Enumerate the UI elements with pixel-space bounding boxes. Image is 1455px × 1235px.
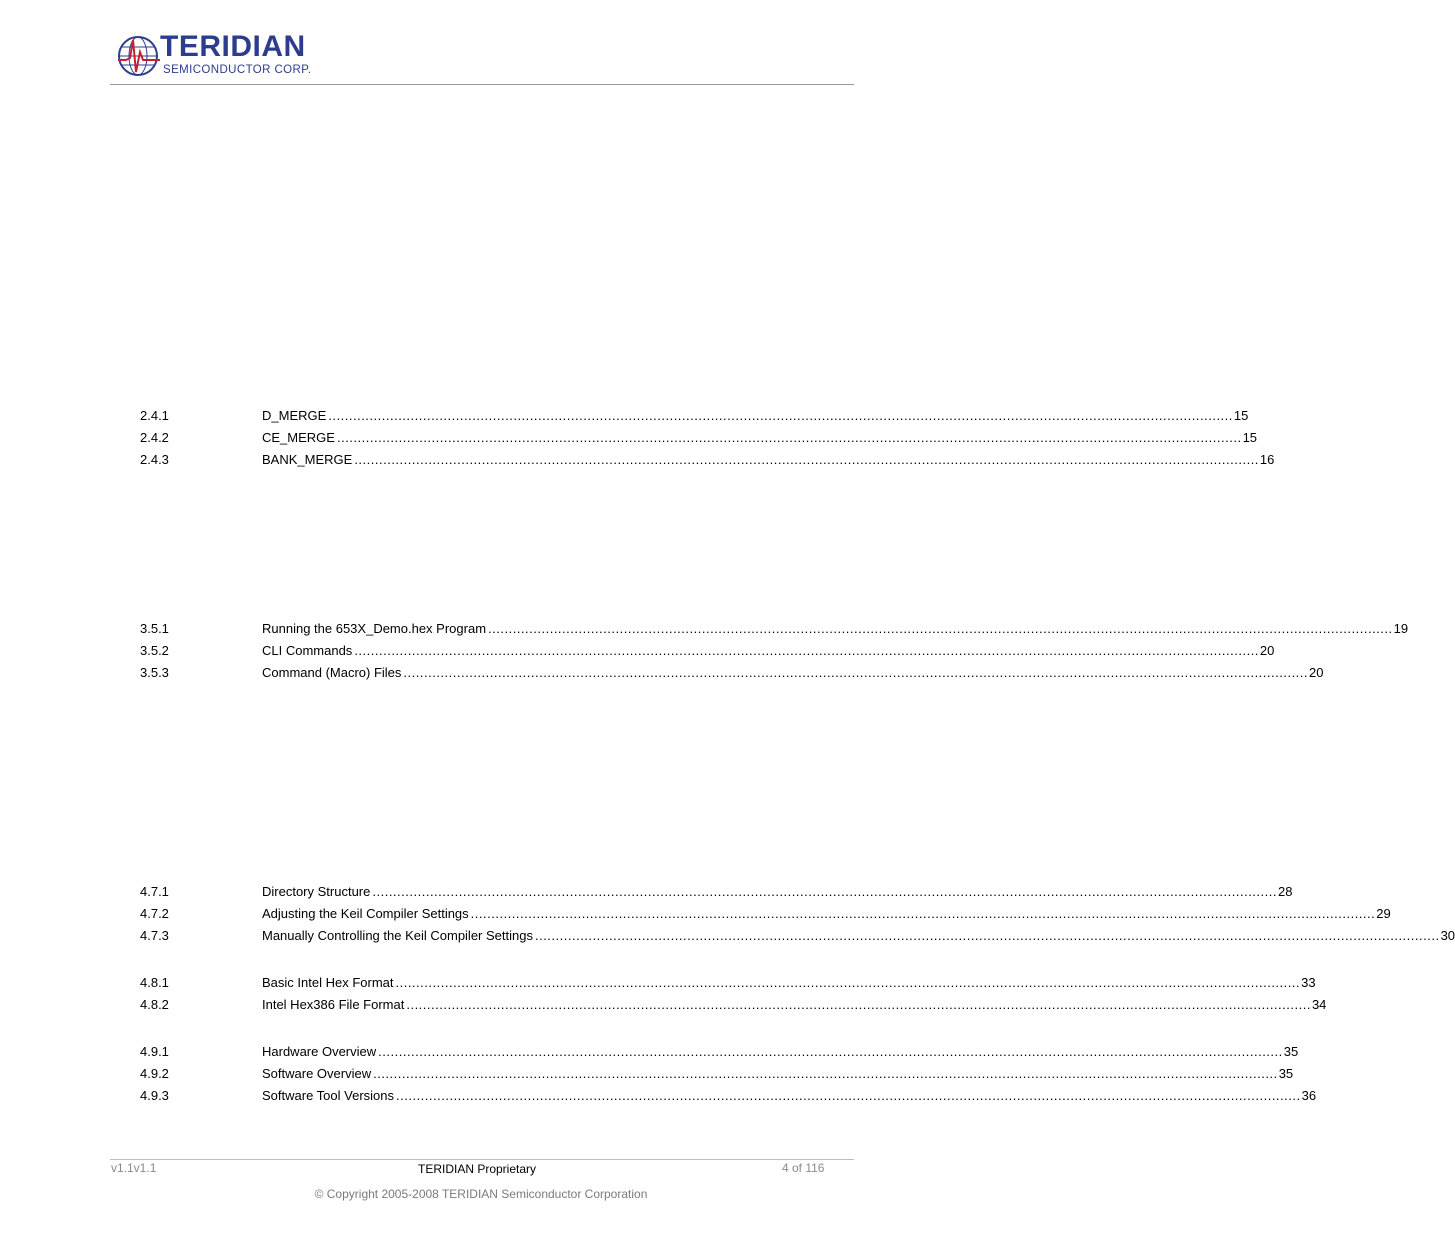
toc-entry[interactable] xyxy=(140,1065,1294,1083)
toc-section-title: Running the 653X_Demo.hex Program xyxy=(262,621,487,636)
toc-entry[interactable] xyxy=(140,974,1316,992)
toc-page-number: 29 xyxy=(1376,906,1391,922)
toc-page-number: 28 xyxy=(1277,884,1293,899)
toc-dot-leader: ............................................................................................................................................................................................................................ xyxy=(354,452,1259,468)
toc-section-number: 2.4.2 xyxy=(140,430,169,446)
footer-copyright: © Copyright 2005-2008 TERIDIAN Semiconductor Corporation xyxy=(314,1187,648,1201)
toc-entry-line xyxy=(262,883,1293,901)
footer-page-number: 4 of 116 xyxy=(782,1161,825,1175)
toc-entry-line xyxy=(262,642,1275,660)
footer-version: v1.1v1.1 xyxy=(111,1161,157,1175)
logo-wordmark: TERIDIAN xyxy=(160,30,306,63)
toc-page-number: 30 xyxy=(1440,928,1455,944)
toc-page-number: 19 xyxy=(1393,621,1409,636)
toc-page-number: 33 xyxy=(1301,975,1316,990)
toc-entry[interactable] xyxy=(140,1043,1299,1061)
toc-entry-line xyxy=(262,429,1258,447)
toc-entry-line xyxy=(262,1043,1299,1061)
toc-section-title: Adjusting the Keil Compiler Settings xyxy=(262,906,469,922)
toc-dot-leader: ............................................................................................................................................................................................................................ xyxy=(372,884,1277,899)
toc-section-title: Manually Controlling the Keil Compiler Settings xyxy=(262,928,533,944)
toc-section-title: CLI Commands xyxy=(262,643,353,659)
toc-entry-line xyxy=(262,407,1249,425)
toc-entry-line xyxy=(262,1065,1294,1083)
toc-section-number: 4.9.1 xyxy=(140,1044,169,1059)
toc-section-title: D_MERGE xyxy=(262,408,327,423)
toc-dot-leader: ............................................................................................................................................................................................................................ xyxy=(396,1088,1301,1104)
toc-section-number: 3.5.1 xyxy=(140,621,169,636)
toc-section-title: CE_MERGE xyxy=(262,430,335,446)
toc-page-number: 20 xyxy=(1309,665,1324,681)
toc-section-number: 3.5.3 xyxy=(140,665,169,681)
toc-entry[interactable] xyxy=(140,883,1293,901)
toc-dot-leader: ............................................................................................................................................................................................................................ xyxy=(534,928,1440,944)
toc-page-number: 34 xyxy=(1311,997,1327,1013)
toc-entry[interactable] xyxy=(140,905,1391,923)
toc-entry-line xyxy=(262,905,1391,923)
toc-page-number: 20 xyxy=(1259,643,1275,659)
footer-divider xyxy=(110,1159,854,1160)
logo-subtitle: SEMICONDUCTOR CORP. xyxy=(163,64,312,76)
toc-entry-line xyxy=(262,664,1324,682)
toc-dot-leader: ............................................................................................................................................................................................................................ xyxy=(470,906,1376,922)
toc-entry[interactable] xyxy=(140,1087,1317,1105)
toc-section-number: 2.4.3 xyxy=(140,452,169,468)
toc-section-title: Basic Intel Hex Format xyxy=(262,975,394,990)
toc-dot-leader: ............................................................................................................................................................................................................................ xyxy=(378,1044,1283,1059)
toc-dot-leader: ............................................................................................................................................................................................................................ xyxy=(406,997,1311,1013)
toc-dot-leader: ............................................................................................................................................................................................................................ xyxy=(488,621,1393,636)
teridian-logo xyxy=(116,32,326,78)
toc-entry[interactable] xyxy=(140,927,1455,945)
toc-section-number: 4.7.1 xyxy=(140,884,169,899)
toc-entry[interactable] xyxy=(140,429,1258,447)
toc-section-title: Software Overview xyxy=(262,1066,372,1082)
toc-section-title: Command (Macro) Files xyxy=(262,665,402,681)
toc-entry[interactable] xyxy=(140,407,1249,425)
toc-section-number: 4.9.2 xyxy=(140,1066,169,1082)
toc-dot-leader: ............................................................................................................................................................................................................................ xyxy=(373,1066,1278,1082)
toc-page-number: 36 xyxy=(1301,1088,1317,1104)
toc-page-number: 35 xyxy=(1278,1066,1294,1082)
footer-proprietary: TERIDIAN Proprietary xyxy=(417,1162,537,1176)
toc-section-number: 3.5.2 xyxy=(140,643,169,659)
toc-section-number: 4.8.1 xyxy=(140,975,169,990)
toc-section-number: 4.9.3 xyxy=(140,1088,169,1104)
toc-section-number: 2.4.1 xyxy=(140,408,169,423)
toc-section-title: Software Tool Versions xyxy=(262,1088,394,1104)
toc-entry[interactable] xyxy=(140,642,1275,660)
toc-section-number: 4.7.2 xyxy=(140,906,169,922)
toc-page-number: 15 xyxy=(1233,408,1249,423)
toc-entry-line xyxy=(262,996,1327,1014)
toc-entry[interactable] xyxy=(140,451,1275,469)
toc-section-title: Intel Hex386 File Format xyxy=(262,997,405,1013)
toc-page-number: 16 xyxy=(1259,452,1275,468)
toc-entry[interactable] xyxy=(140,620,1409,638)
toc-entry-line xyxy=(262,927,1455,945)
toc-page-number: 35 xyxy=(1283,1044,1299,1059)
toc-entry[interactable] xyxy=(140,664,1324,682)
toc-section-number: 4.7.3 xyxy=(140,928,169,944)
toc-dot-leader: ............................................................................................................................................................................................................................ xyxy=(336,430,1242,446)
toc-page-number: 15 xyxy=(1242,430,1258,446)
toc-entry-line xyxy=(262,620,1409,638)
toc-dot-leader: ............................................................................................................................................................................................................................ xyxy=(403,665,1309,681)
toc-section-title: Hardware Overview xyxy=(262,1044,377,1059)
toc-section-title: Directory Structure xyxy=(262,884,371,899)
toc-entry-line xyxy=(262,1087,1317,1105)
toc-dot-leader: ............................................................................................................................................................................................................................ xyxy=(328,408,1233,423)
toc-section-number: 4.8.2 xyxy=(140,997,169,1013)
toc-entry-line xyxy=(262,974,1316,992)
toc-entry[interactable] xyxy=(140,996,1327,1014)
toc-dot-leader: ............................................................................................................................................................................................................................ xyxy=(354,643,1259,659)
toc-entry-line xyxy=(262,451,1275,469)
toc-section-title: BANK_MERGE xyxy=(262,452,353,468)
toc-dot-leader: ............................................................................................................................................................................................................................ xyxy=(395,975,1301,990)
teridian-globe-icon xyxy=(116,32,162,78)
header-divider xyxy=(110,84,854,85)
